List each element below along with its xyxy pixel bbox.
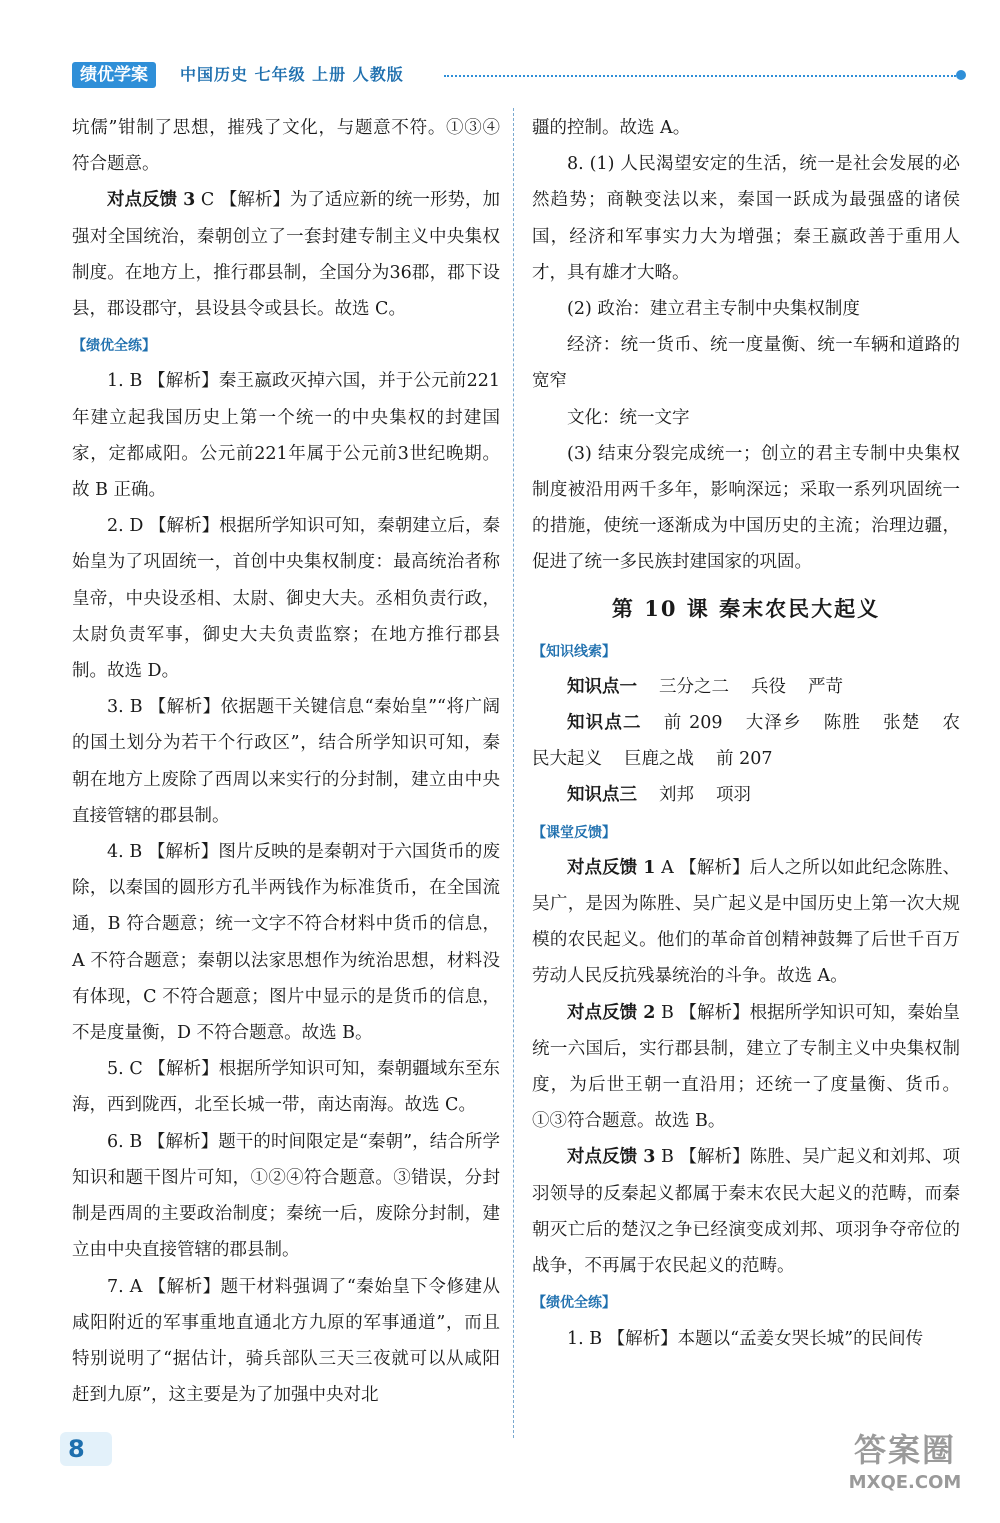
book-info: 中国历史 七年级 上册 人教版 <box>180 65 404 84</box>
answer-q1: 1. B 【解析】秦王嬴政灭掉六国，并于公元前221年建立起我国历史上第一个统一的中央集权的封建国家，定都咸阳。公元前221年属于公元前3世纪晚期。故 B 正确。 <box>72 371 500 501</box>
section-tag: 【绩优全练】 <box>72 338 156 355</box>
feedback-text: B 【解析】根据所学知识可知，秦始皇统一六国后，实行郡县制，建立了专制主义中央集权制度，为后世王朝一直沿用；还统一了度量衡、货币。①③符合题意。故选 B。 <box>532 1002 960 1132</box>
page-header <box>72 62 972 90</box>
kp-item: 严苛 <box>808 676 843 697</box>
kp-item: 兵役 <box>751 676 786 697</box>
right-column <box>532 110 960 1357</box>
knowledge-point-2 <box>532 705 960 777</box>
column-divider <box>513 108 514 1438</box>
feedback-label: 对点反馈 3 <box>567 1147 656 1168</box>
answer-q1: 1. B 【解析】本题以“孟姜女哭长城”的民间传 <box>567 1328 924 1349</box>
feedback-3 <box>72 182 500 327</box>
answer-q8-2: (2) 政治：建立君主专制中央集权制度 <box>567 299 860 320</box>
feedback-label: 对点反馈 2 <box>567 1002 656 1023</box>
watermark-text: 答案圈 <box>853 1431 956 1469</box>
kp-item: 陈胜 <box>823 713 862 734</box>
section-tag: 【知识线索】 <box>532 643 616 660</box>
feedback-label: 对点反馈 1 <box>567 857 656 878</box>
answer-q4: 4. B 【解析】图片反映的是秦朝对于六国货币的废除，以秦国的圆形方孔半两钱作为标准货币，在全国流通，B 符合题意；统一文字不符合材料中货币的信息，A 不符合题意；秦朝以法家思想作为统治思想，材料没有体现，C 不符合题意；图片中显示的是货币的信息，不是度量衡，D 不符合题意。故选 B。 <box>72 842 500 1044</box>
knowledge-point-1 <box>532 669 960 705</box>
kp-label: 知识点一 <box>567 676 637 697</box>
answer-text: 坑儒”钳制了思想，摧残了文化，与题意不符。①③④符合题意。 <box>72 118 500 175</box>
left-column <box>72 110 500 1413</box>
kp-item: 大泽乡 <box>744 713 802 734</box>
header-dot-icon <box>956 70 966 80</box>
section-tag: 【课堂反馈】 <box>532 824 616 841</box>
answer-q8-economy: 经济：统一货币、统一度量衡、统一车辆和道路的宽窄 <box>532 335 960 392</box>
page-number: 8 <box>60 1432 112 1466</box>
answer-q8-3: (3) 结束分裂完成统一；创立的君主专制中央集权制度被沿用两千多年，影响深远；采取一系列巩固统一的措施，使统一逐渐成为中国历史的主流；治理边疆，促进了统一多民族封建国家的巩固。 <box>532 443 960 573</box>
answer-q2: 2. D 【解析】根据所学知识可知，秦朝建立后，秦始皇为了巩固统一，首创中央集权制度：最高统治者称皇帝，中央设丞相、太尉、御史大夫。丞相负责行政，太尉负责军事，御史大夫负责监察；在地方推行郡县制。故选 D。 <box>72 516 500 682</box>
kp-item: 前 209 <box>663 713 723 734</box>
watermark-url: MXQE.COM <box>848 1472 962 1493</box>
kp-label: 知识点三 <box>567 785 637 806</box>
kp-label: 知识点二 <box>567 713 642 734</box>
feedback-2 <box>532 995 960 1140</box>
knowledge-point-3 <box>532 777 960 813</box>
feedback-text: B 【解析】陈胜、吴广起义和刘邦、项羽领导的反秦起义都属于秦末农民大起义的范畴，而秦朝灭亡后的楚汉之争已经演变成刘邦、项羽争夺帝位的战争，不再属于农民起义的范畴。 <box>532 1147 960 1277</box>
watermark-logo <box>830 1428 980 1506</box>
feedback-3 <box>532 1139 960 1284</box>
feedback-label: 对点反馈 3 <box>107 190 196 211</box>
kp-item: 刘邦 <box>659 785 694 806</box>
answer-q3: 3. B 【解析】依据题干关键信息“秦始皇”“将广阔的国土划分为若干个行政区”，结合所学知识可知，秦朝在地方上废除了西周以来实行的分封制，建立由中央直接管辖的郡县制。 <box>72 697 500 826</box>
section-tag: 【绩优全练】 <box>532 1295 616 1312</box>
feedback-text: C 【解析】为了适应新的统一形势，加强对全国统治，秦朝创立了一套封建专制主义中央集权制度。在地方上，推行郡县制，全国分为36郡，郡下设县，郡设郡守，县设县令或县长。故选 C。 <box>72 190 500 320</box>
kp-item: 前 207 <box>716 749 773 770</box>
answer-q7: 7. A 【解析】题干材料强调了“秦始皇下令修建从咸阳附近的军事重地直通北方九原的军事通道”，而且特别说明了“据估计，骑兵部队三天三夜就可以从咸阳赶到九原”，这主要是为了加强中央对北 <box>72 1276 500 1406</box>
answer-q5: 5. C 【解析】根据所学知识可知，秦朝疆域东至东海，西到陇西，北至长城一带，南达南海。故选 C。 <box>72 1059 500 1116</box>
feedback-text: A 【解析】后人之所以如此纪念陈胜、吴广，是因为陈胜、吴广起义是中国历史上第一次大规模的农民起义。他们的革命首创精神鼓舞了后世千百万劳动人民反抗残暴统治的斗争。故选 A。 <box>532 857 960 987</box>
kp-item: 三分之二 <box>659 676 729 697</box>
kp-item: 农民大起义 <box>532 713 961 770</box>
answer-q8-culture: 文化：统一文字 <box>567 407 690 428</box>
answer-q8-1: 8. (1) 人民渴望安定的生活，统一是社会发展的必然趋势；商鞅变法以来，秦国一跃成为最强盛的诸侯国，经济和军事实力大为增强；秦王嬴政善于重用人才，具有雄才大略。 <box>532 154 960 283</box>
answer-text: 疆的控制。故选 A。 <box>532 118 691 138</box>
lesson-title: 第 10 课 秦末农民大起义 <box>611 595 881 621</box>
feedback-1 <box>532 850 960 995</box>
answer-q6: 6. B 【解析】题干的时间限定是“秦朝”，结合所学知识和题干图片可知，①②④符合题意。③错误，分封制是西周的主要政治制度；秦统一后，废除分封制，建立由中央直接管辖的郡县制。 <box>72 1131 500 1261</box>
kp-item: 项羽 <box>716 785 751 806</box>
brand-logo: 绩优学案 <box>72 62 156 88</box>
kp-item: 巨鹿之战 <box>624 749 694 770</box>
kp-item: 张楚 <box>883 713 921 734</box>
header-dotted-rule <box>444 75 956 77</box>
